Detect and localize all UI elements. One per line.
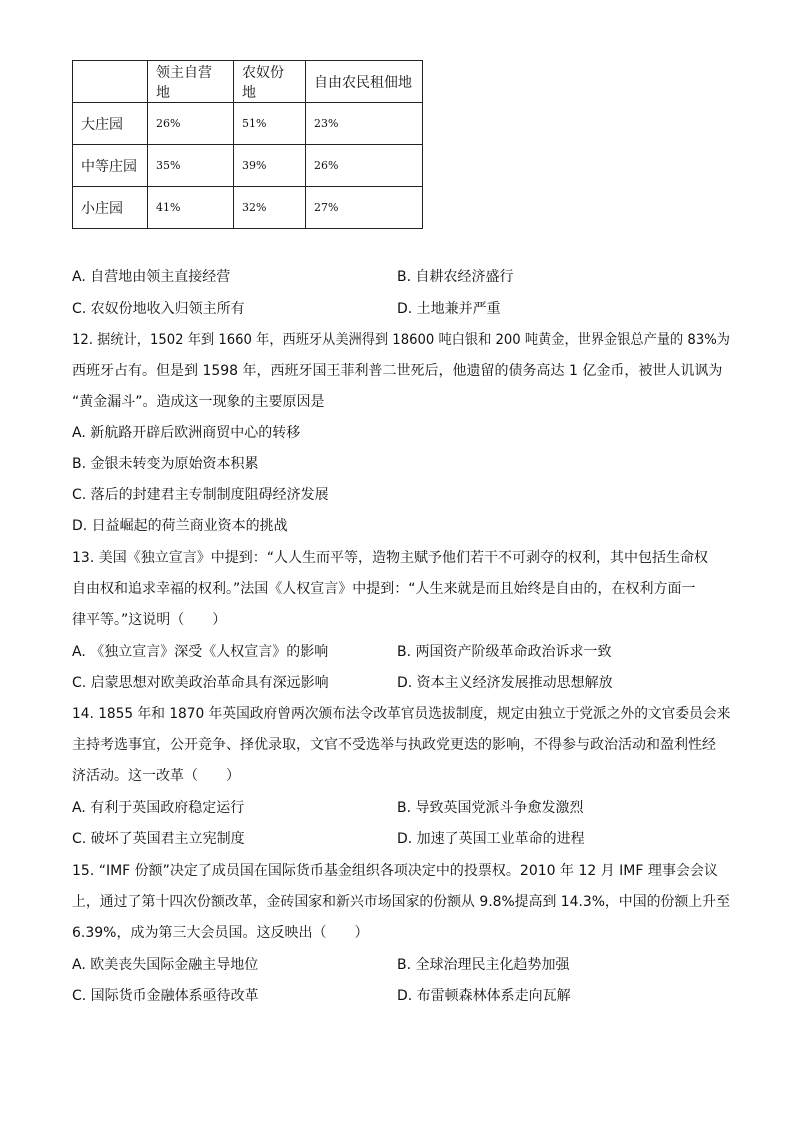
q12-option-b[interactable]: B. 金银未转变为原始资本积累 <box>72 456 259 472</box>
q15-option-d[interactable]: D. 布雷顿森林体系走向瓦解 <box>397 988 571 1004</box>
table-row <box>73 103 423 145</box>
q15-option-a[interactable]: A. 欧美丧失国际金融主导地位 <box>72 957 259 973</box>
manor-land-table <box>72 60 423 229</box>
table-row <box>73 145 423 187</box>
q13-stem-line-1: 13. 美国《独立宣言》中提到：“人人生而平等，造物主赋予他们若干不可剥夺的权利，其中包括生命权 <box>72 550 708 566</box>
q12-stem-line-2: 西班牙占有。但是到 1598 年，西班牙国王菲利普二世死后，他遗留的债务高达 1 亿金币，被世人讥讽为 <box>72 363 723 379</box>
q14-option-d[interactable]: D. 加速了英国工业革命的进程 <box>397 831 585 847</box>
q14-option-b[interactable]: B. 导致英国党派斗争愈发激烈 <box>397 800 584 816</box>
table-cell: 26% <box>306 145 423 187</box>
table-cell: 中等庄园 <box>73 145 148 187</box>
q11-option-a[interactable]: A. 自营地由领主直接经营 <box>72 269 231 285</box>
q14-stem-line-3: 济活动。这一改革（ ） <box>72 768 240 784</box>
q11-option-d[interactable]: D. 土地兼并严重 <box>397 301 501 317</box>
q13-option-d[interactable]: D. 资本主义经济发展推动思想解放 <box>397 675 613 691</box>
q13-stem-line-3: 律平等。”这说明（ ） <box>72 612 227 628</box>
table-cell: 小庄园 <box>73 187 148 229</box>
q14-option-a[interactable]: A. 有利于英国政府稳定运行 <box>72 800 245 816</box>
table-cell: 大庄园 <box>73 103 148 145</box>
q14-stem-line-1: 14. 1855 年和 1870 年英国政府曾两次颁布法令改革官员选拔制度，规定由独立于党派之外的文官委员会来 <box>72 706 731 722</box>
q15-option-b[interactable]: B. 全球治理民主化趋势加强 <box>397 957 570 973</box>
q15-stem-line-3: 6.39%，成为第三大会员国。这反映出（ ） <box>72 925 369 941</box>
table-header-cell <box>73 61 148 103</box>
q14-stem-line-2: 主持考选事宜，公开竞争、择优录取，文官不受选举与执政党更迭的影响，不得参与政治活动和盈利性经 <box>72 737 716 753</box>
q12-option-d[interactable]: D. 日益崛起的荷兰商业资本的挑战 <box>72 518 288 534</box>
table-cell: 39% <box>234 145 306 187</box>
q12-option-a[interactable]: A. 新航路开辟后欧洲商贸中心的转移 <box>72 425 301 441</box>
q11-option-c[interactable]: C. 农奴份地收入归领主所有 <box>72 301 245 317</box>
table-header-cell: 领主自营地 <box>148 61 234 103</box>
q12-option-c[interactable]: C. 落后的封建君主专制制度阻碍经济发展 <box>72 487 329 503</box>
table-row <box>73 187 423 229</box>
table-cell: 35% <box>148 145 234 187</box>
q15-stem-line-2: 上，通过了第十四次份额改革，金砖国家和新兴市场国家的份额从 9.8%提高到 14.3%，中国的份额上升至 <box>72 894 730 910</box>
q15-stem-line-1: 15. “IMF 份额”决定了成员国在国际货币基金组织各项决定中的投票权。2010 年 12 月 IMF 理事会会议 <box>72 863 718 879</box>
table-cell: 27% <box>306 187 423 229</box>
table-cell: 32% <box>234 187 306 229</box>
q12-stem-line-3: “黄金漏斗”。造成这一现象的主要原因是 <box>72 394 325 410</box>
table-header-cell: 农奴份地 <box>234 61 306 103</box>
q13-stem-line-2: 自由权和追求幸福的权利。”法国《人权宣言》中提到：“人生来就是而且始终是自由的，在权利方面一 <box>72 581 696 597</box>
table-cell: 26% <box>148 103 234 145</box>
table-cell: 51% <box>234 103 306 145</box>
table-header-row <box>73 61 423 103</box>
q13-option-b[interactable]: B. 两国资产阶级革命政治诉求一致 <box>397 644 612 660</box>
table-cell: 41% <box>148 187 234 229</box>
q14-option-c[interactable]: C. 破坏了英国君主立宪制度 <box>72 831 245 847</box>
q11-option-b[interactable]: B. 自耕农经济盛行 <box>397 269 514 285</box>
q13-option-c[interactable]: C. 启蒙思想对欧美政治革命具有深远影响 <box>72 675 329 691</box>
q12-stem-line-1: 12. 据统计，1502 年到 1660 年，西班牙从美洲得到 18600 吨白银和 200 吨黄金，世界金银总产量的 83%为 <box>72 332 730 348</box>
table-cell: 23% <box>306 103 423 145</box>
table-header-cell: 自由农民租佃地 <box>306 61 423 103</box>
q13-option-a[interactable]: A. 《独立宣言》深受《人权宣言》的影响 <box>72 644 329 660</box>
q15-option-c[interactable]: C. 国际货币金融体系亟待改革 <box>72 988 259 1004</box>
